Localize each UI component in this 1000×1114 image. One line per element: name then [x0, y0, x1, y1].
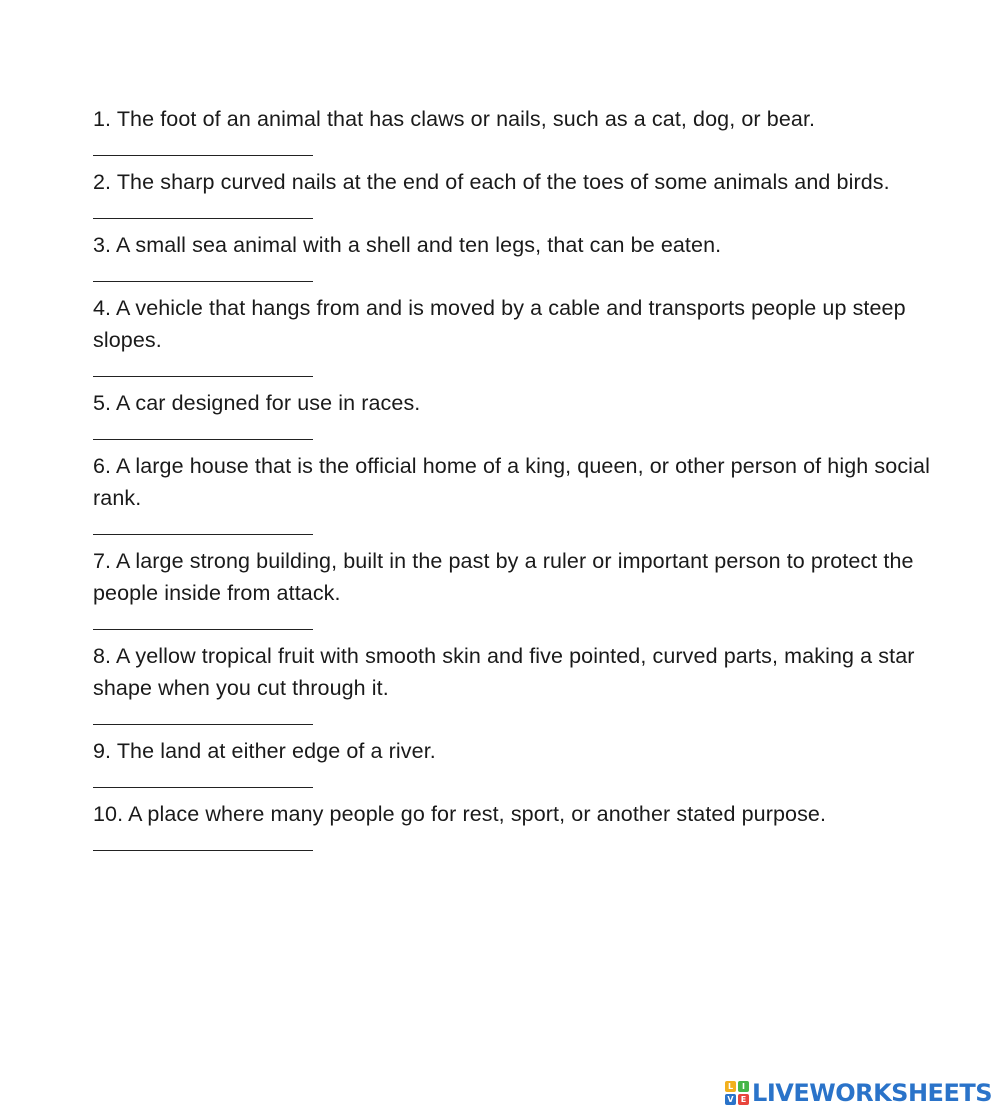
liveworksheets-logo-icon: [725, 1081, 749, 1105]
question-3: [93, 229, 943, 282]
logo-mark-tile: E: [738, 1094, 749, 1105]
logo-text: LIVEWORKSHEETS: [752, 1079, 992, 1107]
question-5: [93, 387, 943, 440]
answer-line[interactable]: [93, 629, 313, 630]
question-text: 6. A large house that is the official home of a king, queen, or other person of high social rank.: [93, 454, 930, 510]
worksheet: [93, 103, 943, 861]
question-text: 4. A vehicle that hangs from and is moved by a cable and transports people up steep slopes.: [93, 296, 906, 352]
answer-line[interactable]: [93, 155, 313, 156]
answer-line[interactable]: [93, 724, 313, 725]
question-6: [93, 450, 943, 535]
question-text: 2. The sharp curved nails at the end of each of the toes of some animals and birds.: [93, 170, 890, 194]
logo-mark-tile: V: [725, 1094, 736, 1105]
answer-line[interactable]: [93, 439, 313, 440]
answer-line[interactable]: [93, 376, 313, 377]
question-text: 9. The land at either edge of a river.: [93, 739, 436, 763]
question-text: 8. A yellow tropical fruit with smooth skin and five pointed, curved parts, making a star shape when you cut through it.: [93, 644, 915, 700]
question-8: [93, 640, 943, 725]
question-7: [93, 545, 943, 630]
answer-line[interactable]: [93, 218, 313, 219]
question-text: 7. A large strong building, built in the past by a ruler or important person to protect the people inside from attack.: [93, 549, 914, 605]
question-text: 3. A small sea animal with a shell and ten legs, that can be eaten.: [93, 233, 722, 257]
answer-line[interactable]: [93, 787, 313, 788]
logo-mark-tile: L: [725, 1081, 736, 1092]
question-4: [93, 292, 943, 377]
answer-line[interactable]: [93, 534, 313, 535]
answer-line[interactable]: [93, 850, 313, 851]
question-1: [93, 103, 943, 156]
question-text: 10. A place where many people go for rest, sport, or another stated purpose.: [93, 802, 827, 826]
logo-mark-tile: I: [738, 1081, 749, 1092]
question-text: 1. The foot of an animal that has claws or nails, such as a cat, dog, or bear.: [93, 107, 816, 131]
answer-line[interactable]: [93, 281, 313, 282]
liveworksheets-logo: [725, 1080, 992, 1106]
question-9: [93, 735, 943, 788]
question-2: [93, 166, 943, 219]
question-text: 5. A car designed for use in races.: [93, 391, 421, 415]
question-10: [93, 798, 943, 851]
